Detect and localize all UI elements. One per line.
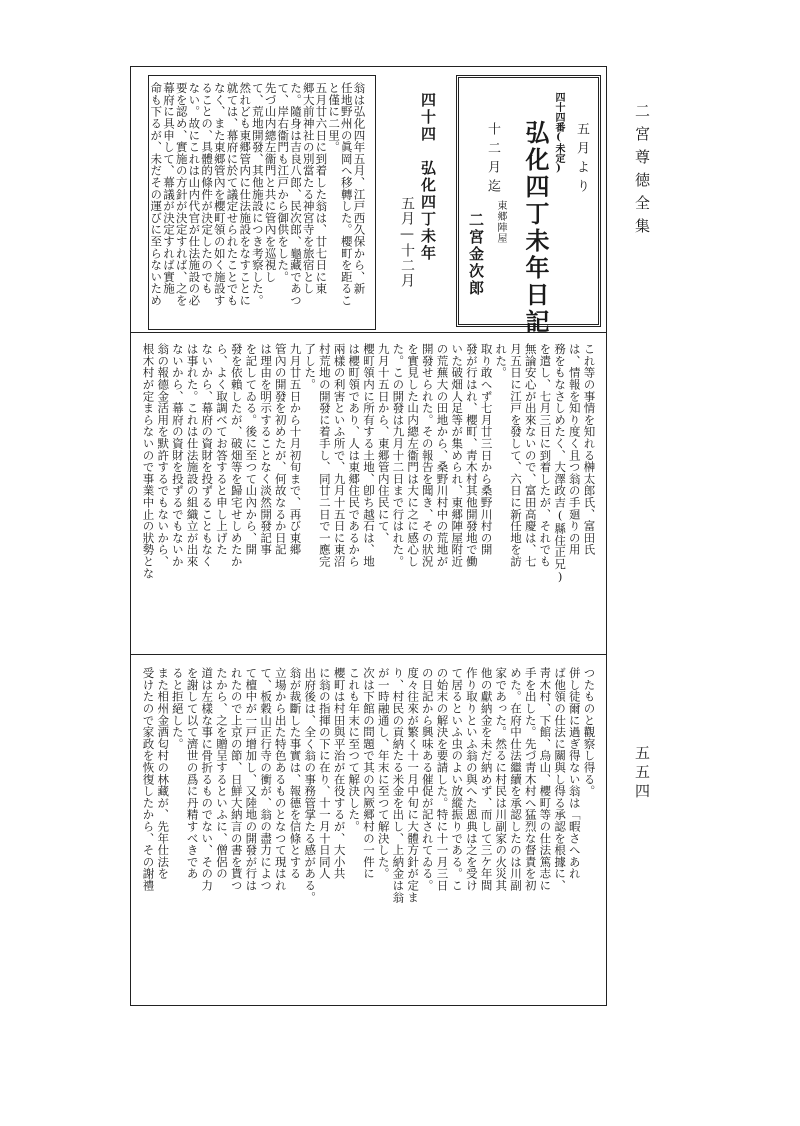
middle-body-line: 管內の開發を初めたが、何故なるか日記 bbox=[273, 343, 288, 556]
middle-body-line: 取り敢へず七月廿三日から桑野川村の開 bbox=[479, 343, 494, 556]
bottom-body-line: 併し徒爾に過ぎ得ない翁は「暇さへあれ bbox=[567, 667, 582, 880]
bottom-body-line: 家であった。然るに村民は川副家の火災其 bbox=[494, 667, 509, 892]
intro-note-line: た。隨身は吉良八郎、民次郎、龜藏であつ bbox=[289, 82, 303, 307]
diary-number: 四十四番(未定) bbox=[553, 92, 564, 174]
diary-author: 二宮金次郎 bbox=[467, 212, 485, 297]
running-head: 二宮尊徳全集 bbox=[633, 103, 651, 241]
middle-body-line: は理由を明示することなく淡然開發記事 bbox=[259, 343, 274, 556]
bottom-body-line: が一時融通し、年末に至つて解決した。 bbox=[376, 667, 391, 880]
intro-note-line: て、岸右衞門も江戸から御供をした。 bbox=[276, 82, 291, 283]
bottom-body-line: を謝して以て濟世の爲に丹精すべきであ bbox=[185, 667, 200, 880]
bottom-body-line: 立場から出た特色あるものとなつて現はれ bbox=[273, 667, 288, 892]
middle-body-line: 根木村が定まらないので事業中止の狀勢とな bbox=[141, 343, 156, 579]
middle-body-line: を實見した山内總左衞門は大に之に感心し bbox=[406, 343, 421, 568]
middle-body-line: は櫻町領であり、人は東郷住民であるから bbox=[347, 343, 362, 568]
diary-author-title: 東郷陣屋 bbox=[495, 200, 506, 244]
intro-note-line: ない。故にこれは山内代官が仕法施設の必 bbox=[187, 82, 202, 307]
bottom-body-line: 度々往來が繁く十一月中旬に大體方針が定ま bbox=[406, 667, 421, 903]
middle-body-line: を記してゐる。後に至つて山內から、開 bbox=[244, 343, 259, 556]
bottom-body-line: 手を出した。先づ靑木村へ猛烈な督責を初 bbox=[523, 667, 538, 892]
middle-body-line: を遣し、七月三日に到着したが、それでも bbox=[538, 343, 553, 568]
diary-title: 弘化四丁未年日記 bbox=[521, 120, 550, 336]
middle-body-line: 開發せられた。その報告を聞き、その狀況 bbox=[420, 343, 435, 568]
bottom-body-line: て居るといふ虫のよい放縱振りである。こ bbox=[450, 667, 465, 892]
middle-body-line: いた破畑人足等が集められ、東郷陣屋附近 bbox=[450, 343, 465, 568]
middle-divider-line bbox=[130, 654, 607, 655]
middle-body-line: 村荒地の開發に着手し、同廿二日で一應完 bbox=[317, 343, 332, 568]
intro-note-line: 就ては、幕府に於て議定せられたことでも bbox=[225, 82, 240, 307]
middle-body-line: は、情報を知り度く且つ翁の手廻りの用 bbox=[567, 343, 582, 556]
bottom-body-line: ば他領の仕法に關與し得る承認を根據に、 bbox=[553, 667, 568, 892]
intro-note-line: 郷大前神社の別當たる神宮寺を旅宿とし bbox=[301, 82, 316, 295]
bottom-body-line: て、板穀山正行寺の衝が、翁の盡力によつ bbox=[259, 667, 274, 892]
intro-note-line: 先づ山内總左衞門と共に管內を巡視し bbox=[263, 82, 278, 283]
middle-body-line: ないから、幕府の資財を投ずることもなく bbox=[200, 343, 215, 568]
intro-note-line: 翁は弘化四年五月、江戸西久保から、新 bbox=[352, 82, 367, 295]
bottom-body-line: て檀中が一戸增加し、又陸地の開發が行は bbox=[244, 667, 259, 892]
bottom-body-line: 作り取りといふ翁の與へた恩典は之を受け bbox=[464, 667, 479, 892]
middle-body-line: 發が行はれ、櫻町、靑木村其他開發地で働 bbox=[464, 343, 479, 568]
middle-body-line: れた。 bbox=[494, 343, 509, 379]
middle-body-line: 無論安心が出來ないので、富田高慶は、七 bbox=[523, 343, 538, 568]
middle-body-line: ら、よく取調べてお答すると申し上げた bbox=[215, 343, 229, 556]
intro-note-line: 幕府に具申して、幕議が決定すれば實施 bbox=[162, 82, 176, 295]
section-range: 五月—十二月 bbox=[399, 196, 415, 288]
bottom-body-line: ると拒絕した。 bbox=[170, 667, 185, 750]
intro-note-line: て、荒地開發、其他施設につき考察した。 bbox=[250, 82, 265, 307]
page-number: 五五四 bbox=[633, 745, 651, 802]
section-heading: 四十四 弘化四丁未年 bbox=[419, 92, 437, 262]
intro-note-line: 命も下るが、未だその運びに至らないため bbox=[149, 82, 164, 307]
bottom-body-line: の日記から興味ある催促が記されてゐる。 bbox=[420, 667, 435, 892]
middle-body-line: 兩樣の利害といふ所で、九月十五日に東沼 bbox=[332, 343, 347, 568]
bottom-body-line: また相州金酒匂村の林藏が、先年仕法を bbox=[156, 667, 171, 880]
diary-period-start: 五月より bbox=[574, 122, 589, 198]
middle-body-line: の荒蕪大の田地から、桑野川村中の荒地が bbox=[435, 343, 450, 568]
bottom-body-line: 櫻町は村田與平治が在役するが、大小共 bbox=[332, 667, 347, 880]
intro-note-line: ることの、具體的條件が決定したのでも bbox=[200, 82, 215, 295]
intro-note-line: 然れども東郷管内に仕法施設をなすことに bbox=[238, 82, 253, 307]
bottom-body-line: つたものと觀察し得る。 bbox=[582, 667, 597, 797]
intro-note-line: 要を認め、實施の方針が決定すれば、之を bbox=[174, 82, 189, 307]
bottom-body-line: の始末の解決を要請した。特に十一月三日 bbox=[435, 667, 450, 892]
bottom-body-line: たから、之を贈呈するといふに、僧侶の bbox=[215, 667, 229, 880]
intro-note-line: なく、また東郷管內を櫻町領の如く施設す bbox=[212, 82, 227, 307]
bottom-body-line: 他の獻納金を未だ納めず、而して三ケ年間 bbox=[479, 667, 494, 892]
intro-note-line: と僅に二里。 bbox=[327, 82, 342, 153]
middle-body-line: 發を依賴したが、破畑等を歸宅せしめたか bbox=[229, 343, 244, 568]
middle-body-line: た。この開發は九月十二日まで行はれた。 bbox=[391, 343, 406, 568]
bottom-body-line: り、村民の貢納たる米金を出し、上納金は翁 bbox=[391, 667, 406, 903]
middle-body-line: 九月廿五日から十月初旬まで、再び東郷 bbox=[288, 343, 303, 556]
middle-body-line: 月五日に江戸を發して、六日に新任地を訪 bbox=[509, 343, 523, 568]
bottom-body-line: 出府後は、全く翁の事務管掌たる感がある。 bbox=[303, 667, 318, 903]
intro-note-line: 五月廿六日に到着した翁は、廿七日に東 bbox=[314, 82, 329, 295]
bottom-body-line: 靑木村、下館、烏山、櫻町等の仕法篤志に bbox=[538, 667, 553, 892]
diary-period-end: 十二月迄 bbox=[485, 122, 500, 198]
middle-body-line: 務をもなさしめたく、大澤政吉(縣住正兄) bbox=[553, 343, 568, 584]
bottom-body-line: れたので上京の節、日鮮大納言の書を貰つ bbox=[229, 667, 244, 892]
middle-body-line: 了した。 bbox=[303, 343, 318, 391]
bottom-body-line: 次は下館の問題で其の內厥郷村の一件に bbox=[362, 667, 376, 880]
bottom-body-line: 受けたので家政を恢復したから、その謝禮 bbox=[141, 667, 156, 892]
middle-body-line: 櫻町領内に所有する土地、卽ち越石は、地 bbox=[362, 343, 376, 568]
middle-body-line: 翁の報德金活用を默許するでもないから、 bbox=[156, 343, 171, 568]
bottom-body-line: 道は左樣な事に骨折るものでない、その力 bbox=[200, 667, 215, 892]
bottom-body-line: めた。在府中仕法繼續を承認したのは川副 bbox=[509, 667, 523, 892]
middle-body-line: これ等の事情を知れる榊太郎氏、富田氏 bbox=[582, 343, 597, 556]
intro-note-line: 任地野州の眞岡へ移轉した。櫻町を距るこ bbox=[339, 82, 354, 307]
bottom-body-line: に翁の指揮の下に在り、十一月十日同人 bbox=[317, 667, 332, 880]
middle-body-line: 九月十五日から、東郷管内住民にて、 bbox=[376, 343, 391, 544]
bottom-body-line: 翁が裁斷した事實は、報德を信條とする bbox=[288, 667, 303, 880]
bottom-body-line: これも年末に至つて解決した。 bbox=[347, 667, 362, 833]
middle-body-line: ないから、幕府の資財を投ずるでもないか bbox=[170, 343, 185, 568]
middle-body-line: は事れた。これは仕法施設の組織立が出來 bbox=[185, 343, 200, 568]
